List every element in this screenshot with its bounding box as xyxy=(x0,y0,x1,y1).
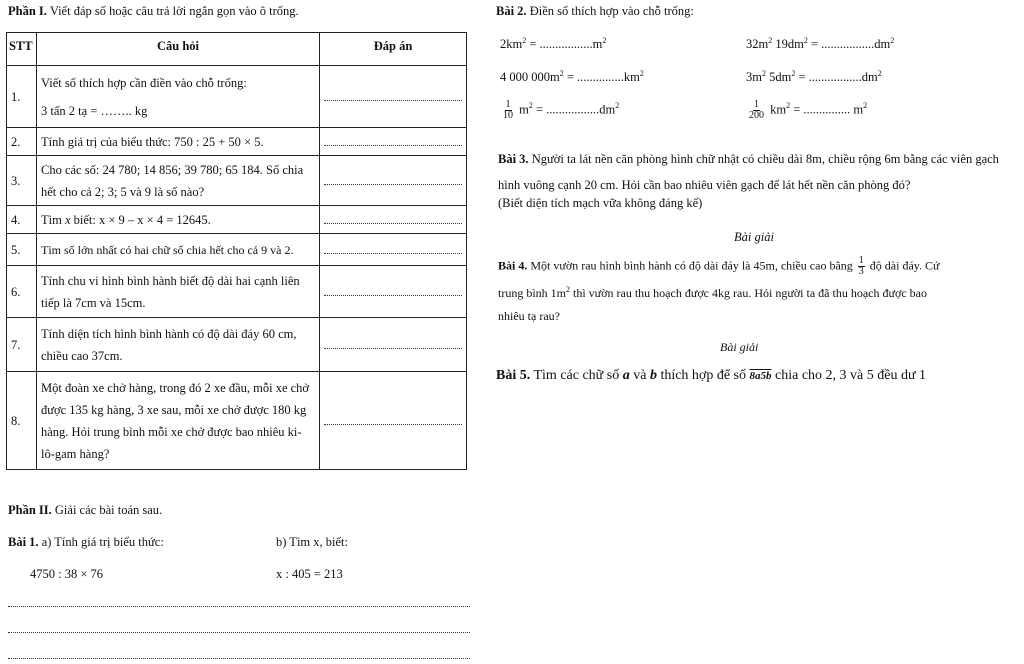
row-number: 6. xyxy=(7,266,37,318)
superscript: 2 xyxy=(890,35,895,45)
answer-cell[interactable] xyxy=(320,156,467,206)
fraction-denominator: 10 xyxy=(503,110,513,121)
bai3-note: (Biết diện tích mạch vữa không đáng kể) xyxy=(498,196,703,210)
superscript: 2 xyxy=(522,35,527,45)
question-text: Tính diện tích hình bình hành có độ dài đáy 60 cm, chiều cao 37cm. xyxy=(37,318,320,372)
question-text: Tìm số lớn nhất có hai chữ số chia hết cho cả 9 và 2. xyxy=(37,234,320,266)
bai2-item xyxy=(746,100,867,121)
bai4-solution-label: Bài giải xyxy=(720,340,759,354)
part1-heading xyxy=(8,4,299,19)
answer-blank[interactable] xyxy=(324,424,462,425)
part1-label: Phần I. xyxy=(8,4,47,18)
table-row xyxy=(7,156,467,206)
bai3-solution-label: Bài giải xyxy=(734,230,774,244)
question-cell xyxy=(37,206,320,234)
question-text: 3 tấn 2 tạ = …….. kg xyxy=(41,103,148,118)
item-value: 5dm xyxy=(769,70,792,84)
superscript: 2 xyxy=(803,35,808,45)
row-number: 3. xyxy=(7,156,37,206)
table-row xyxy=(7,128,467,156)
bai2-item xyxy=(500,70,644,85)
answer-line[interactable] xyxy=(8,606,470,607)
superscript: 2 xyxy=(639,68,644,78)
answer-blank[interactable] xyxy=(324,145,462,146)
answer-cell[interactable] xyxy=(320,66,467,128)
superscript: 2 xyxy=(602,35,607,45)
superscript: 2 xyxy=(559,68,564,78)
item-unit: km xyxy=(623,70,640,84)
bai5-text: và xyxy=(633,368,647,383)
bai2-item xyxy=(500,37,606,52)
table-header-row xyxy=(7,33,467,66)
table-row xyxy=(7,66,467,128)
equals-sign: = xyxy=(529,37,537,51)
part1-instruction: Viết đáp số hoặc câu trả lời ngắn gọn vào ô trống. xyxy=(49,4,299,18)
header-stt: STT xyxy=(7,33,37,66)
answer-line[interactable] xyxy=(8,632,470,633)
bai3-label: Bài 3. xyxy=(498,152,529,166)
equals-sign: = xyxy=(810,37,819,51)
answer-cell[interactable] xyxy=(320,266,467,318)
superscript: 2 xyxy=(768,35,773,45)
row-number: 4. xyxy=(7,206,37,234)
question-text: Tính giá trị của biểu thức: 750 : 25 + 50 × 5. xyxy=(37,128,320,156)
row-number: 2. xyxy=(7,128,37,156)
bai4-text: thì vườn rau thu hoạch được 4kg rau. Hỏi người ta đã thu hoạch được bao xyxy=(573,286,927,300)
bai1-a-text: a) Tính giá trị biểu thức: xyxy=(41,535,164,549)
superscript: 2 xyxy=(528,101,533,111)
fraction-denominator: 3 xyxy=(858,266,864,277)
part2-instruction: Giải các bài toán sau. xyxy=(54,503,163,517)
superscript: 2 xyxy=(761,68,766,78)
bai5-line xyxy=(496,368,926,384)
table-row xyxy=(7,372,467,470)
question-text: biết: x × 9 – x × 4 = 12645. xyxy=(73,212,211,227)
answer-cell[interactable] xyxy=(320,234,467,266)
fill-blank[interactable]: ............... xyxy=(803,102,851,117)
bai1-a-expr: 4750 : 38 × 76 xyxy=(30,567,104,581)
superscript: 2 xyxy=(863,101,868,111)
fill-blank[interactable]: ................. xyxy=(821,37,875,51)
bai5-var-a: a xyxy=(622,368,630,383)
bai2-instruction: Điền số thích hợp vào chỗ trống: xyxy=(529,4,694,18)
bai2-item xyxy=(746,37,894,52)
item-unit: dm xyxy=(861,70,878,84)
row-number: 5. xyxy=(7,234,37,266)
superscript: 2 xyxy=(791,68,796,78)
answer-cell[interactable] xyxy=(320,318,467,372)
bai4-label: Bài 4. xyxy=(498,258,528,273)
answer-blank[interactable] xyxy=(324,348,462,349)
superscript: 2 xyxy=(615,101,620,111)
superscript: 2 xyxy=(786,101,791,111)
fill-blank[interactable]: ................. xyxy=(808,70,862,84)
bai5-text: thích hợp để số xyxy=(660,368,746,383)
table-row xyxy=(7,318,467,372)
equals-sign: = xyxy=(793,102,801,117)
table-row xyxy=(7,206,467,234)
bai5-text: Tìm các chữ số xyxy=(533,368,620,383)
header-question: Câu hỏi xyxy=(37,33,320,66)
superscript: 2 xyxy=(566,285,570,294)
bai4-line3: nhiêu tạ rau? xyxy=(498,309,560,323)
row-number: 7. xyxy=(7,318,37,372)
bai2-item xyxy=(746,70,882,85)
fill-blank[interactable]: ............... xyxy=(577,70,624,84)
bai5-var-b: b xyxy=(649,368,657,383)
row-number: 1. xyxy=(7,66,37,128)
bai3-text: Người ta lát nền căn phòng hình chữ nhật có chiều dài 8m, chiều rộng 6m bằng các viên gạch hình vuông cạnh 20 cm. Hỏi cần bao nhiêu viên gạch để lát hết nền căn phòng đó? xyxy=(498,152,999,192)
answer-blank[interactable] xyxy=(324,253,462,254)
item-unit: m xyxy=(853,102,864,117)
part2-heading xyxy=(8,503,162,518)
bai1-label: Bài 1. xyxy=(8,535,39,549)
equals-sign: = xyxy=(535,102,544,117)
table-row xyxy=(7,266,467,318)
bai4-line2 xyxy=(498,286,927,301)
fraction xyxy=(748,100,765,121)
bai2-label: Bài 2. xyxy=(496,4,527,18)
answer-line[interactable] xyxy=(8,658,470,659)
item-unit: dm xyxy=(874,37,891,51)
bai2-item xyxy=(500,100,619,121)
question-text: Cho các số: 24 780; 14 856; 39 780; 65 184. Số chia hết cho cả 2; 3; 5 và 9 là số nào? xyxy=(37,156,320,206)
bai2-heading xyxy=(496,4,694,19)
answer-cell[interactable] xyxy=(320,206,467,234)
item-value: 2km xyxy=(500,37,523,51)
part2-label: Phần II. xyxy=(8,503,52,517)
answer-blank[interactable] xyxy=(324,184,462,185)
fraction xyxy=(858,256,865,277)
row-number: 8. xyxy=(7,372,37,470)
item-unit: dm xyxy=(599,102,616,117)
bai5-number: 8a5b xyxy=(749,370,772,382)
question-text: Tính chu vi hình bình hành biết độ dài hai cạnh liên tiếp là 7cm và 15cm. xyxy=(37,266,320,318)
question-prefix: Tìm xyxy=(41,212,62,227)
question-text: Một đoàn xe chở hàng, trong đó 2 xe đầu, mỗi xe chở được 135 kg hàng, 3 xe sau, mỗi xe chở được 180 kg hàng. Hỏi trung bình mỗi xe chở được bao nhiêu ki-lô-gam hàng? xyxy=(37,372,320,470)
question-text: Viết số thích hợp cần điền vào chỗ trống: xyxy=(41,75,247,90)
question-var: x xyxy=(64,212,71,227)
item-value: 4 000 000m xyxy=(500,70,560,84)
answer-blank[interactable] xyxy=(324,100,462,101)
bai4-text: độ dài đáy. Cứ xyxy=(869,258,940,273)
fraction xyxy=(502,100,514,121)
fraction-numerator: 1 xyxy=(505,99,511,110)
bai4-text: Một vườn rau hình bình hành có độ dài đáy là 45m, chiều cao bằng xyxy=(530,258,853,273)
bai1-line xyxy=(8,535,164,550)
question-table xyxy=(6,32,467,470)
answer-blank[interactable] xyxy=(324,223,462,224)
item-unit: m xyxy=(519,102,529,117)
header-answer: Đáp án xyxy=(320,33,467,66)
bai5-text: chia cho 2, 3 và 5 đều dư 1 xyxy=(775,368,927,383)
equals-sign: = xyxy=(798,70,806,84)
item-value: 3m xyxy=(746,70,762,84)
fill-blank[interactable]: ................. xyxy=(546,102,600,117)
superscript: 2 xyxy=(877,68,882,78)
bai4-line1 xyxy=(498,256,940,277)
bai4-text: trung bình 1m xyxy=(498,286,566,300)
bai3-paragraph xyxy=(498,146,1018,198)
answer-blank[interactable] xyxy=(324,295,462,296)
item-value: 32m xyxy=(746,37,769,51)
item-value: 19dm xyxy=(775,37,804,51)
item-unit: m xyxy=(592,37,603,51)
bai1-b-expr: x : 405 = 213 xyxy=(276,567,343,581)
bai1-b-text: b) Tìm x, biết: xyxy=(276,535,348,549)
fraction-denominator: 200 xyxy=(749,110,764,121)
fraction-numerator: 1 xyxy=(858,255,864,266)
question-cell xyxy=(37,66,320,128)
fill-blank[interactable]: ................. xyxy=(539,37,593,51)
bai5-label: Bài 5. xyxy=(496,368,531,383)
fraction-numerator: 1 xyxy=(754,99,759,110)
item-unit: km xyxy=(770,102,787,117)
equals-sign: = xyxy=(566,70,574,84)
answer-cell[interactable] xyxy=(320,128,467,156)
table-row xyxy=(7,234,467,266)
answer-cell[interactable] xyxy=(320,372,467,470)
